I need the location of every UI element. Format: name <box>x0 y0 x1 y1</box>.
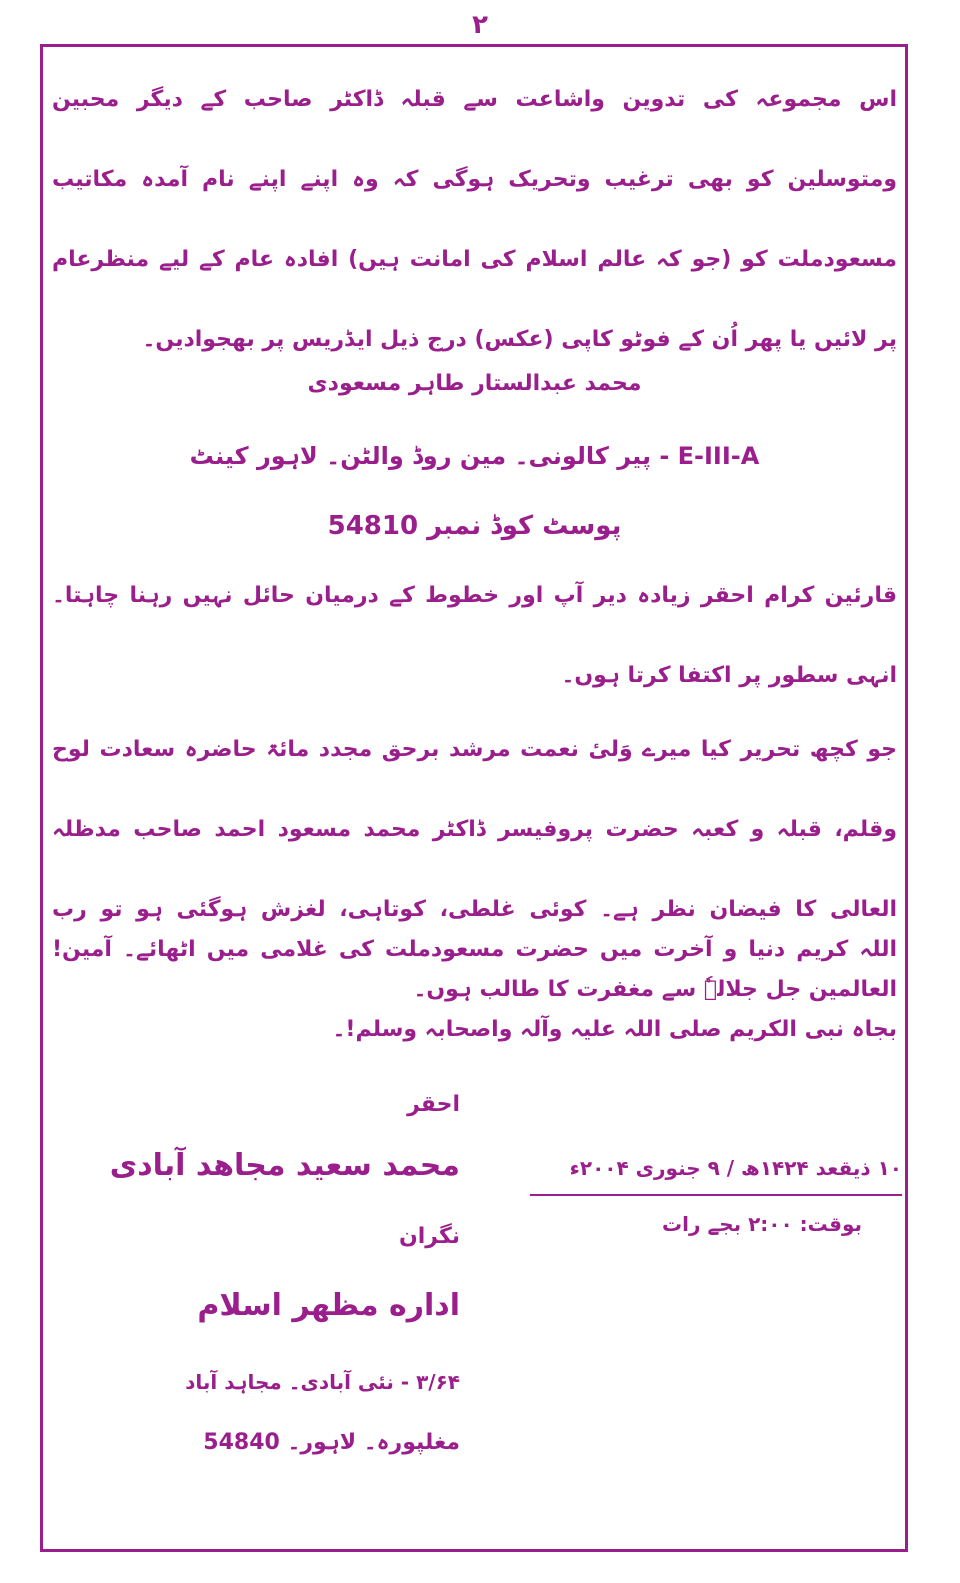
signature-organization: اداره مظهر اسلام <box>197 1288 460 1323</box>
signature-title: نگران <box>398 1224 460 1249</box>
signature-address-line2: مغلپورہ۔ لاہور۔ 54840 <box>203 1430 460 1455</box>
address-street: E-III-A - پیر کالونی۔ مین روڈ والٹن۔ لاہور کینٹ <box>189 442 760 470</box>
prayer-paragraph: اللہ کریم دنیا و آخرت میں حضرت مسعودملت کی غلامی میں اٹھائے۔ آمین! بجاہ نبی الکریم صلی اللہ علیہ وآلہ واصحابہ وسلم!۔ <box>52 937 897 1042</box>
date-underline <box>530 1194 902 1196</box>
time-line: بوقت: ۲:۰۰ بجے رات <box>662 1212 862 1236</box>
signature-humble: احقر <box>407 1092 460 1117</box>
readers-paragraph: قارئین کرام احقر زیادہ دیر آپ اور خطوط کے درمیان حائل نہیں رہنا چاہتا۔ انہی سطور پر اکتفا کرتا ہوں۔ <box>52 583 897 688</box>
intro-paragraph: اس مجموعہ کی تدوین واشاعت سے قبلہ ڈاکٹر صاحب کے دیگر محبین ومتوسلین کو بھی ترغیب وتحریک ہوگی کہ وہ اپنے اپنے نام آمدہ مکاتیب مسعودملت کو (جو کہ عالم اسلام کی امانت ہیں) افادہ عام کے لیے منظرعام پر لائیں یا پھر اُن کے فوٹو کاپی (عکس) درج ذیل ایڈریس پر بھجوادیں۔ <box>52 87 897 352</box>
signature-name: محمد سعید مجاهد آبادی <box>109 1148 460 1183</box>
signature-address-line1: ۳/۶۴ - نئی آبادی۔ مجاہد آباد <box>185 1370 460 1394</box>
page-number: ۲ <box>472 10 488 40</box>
tribute-paragraph: جو کچھ تحریر کیا میرے وَلیٔ نعمت مرشد برحق مجدد مائۃ حاضرہ سعادت لوح وقلم، قبلہ و کعبہ حضرت پروفیسر ڈاکٹر محمد مسعود احمد صاحب مدظلہ العالی کا فیضان نظر ہے۔ کوئی غلطی، کوتاہی، لغزش ہوگئی ہو تو رب العالمین جل جلالہٗ سے مغفرت کا طالب ہوں۔ <box>52 737 897 1002</box>
address-name: محمد عبدالستار طاہر مسعودی <box>307 371 642 396</box>
address-postcode: پوسٹ کوڈ نمبر 54810 <box>327 511 622 541</box>
date-block <box>530 1148 902 1242</box>
date-line: ۱۰ ذیقعد ۱۴۲۴ھ / ۹ جنوری ۲۰۰۴ء <box>569 1156 902 1180</box>
